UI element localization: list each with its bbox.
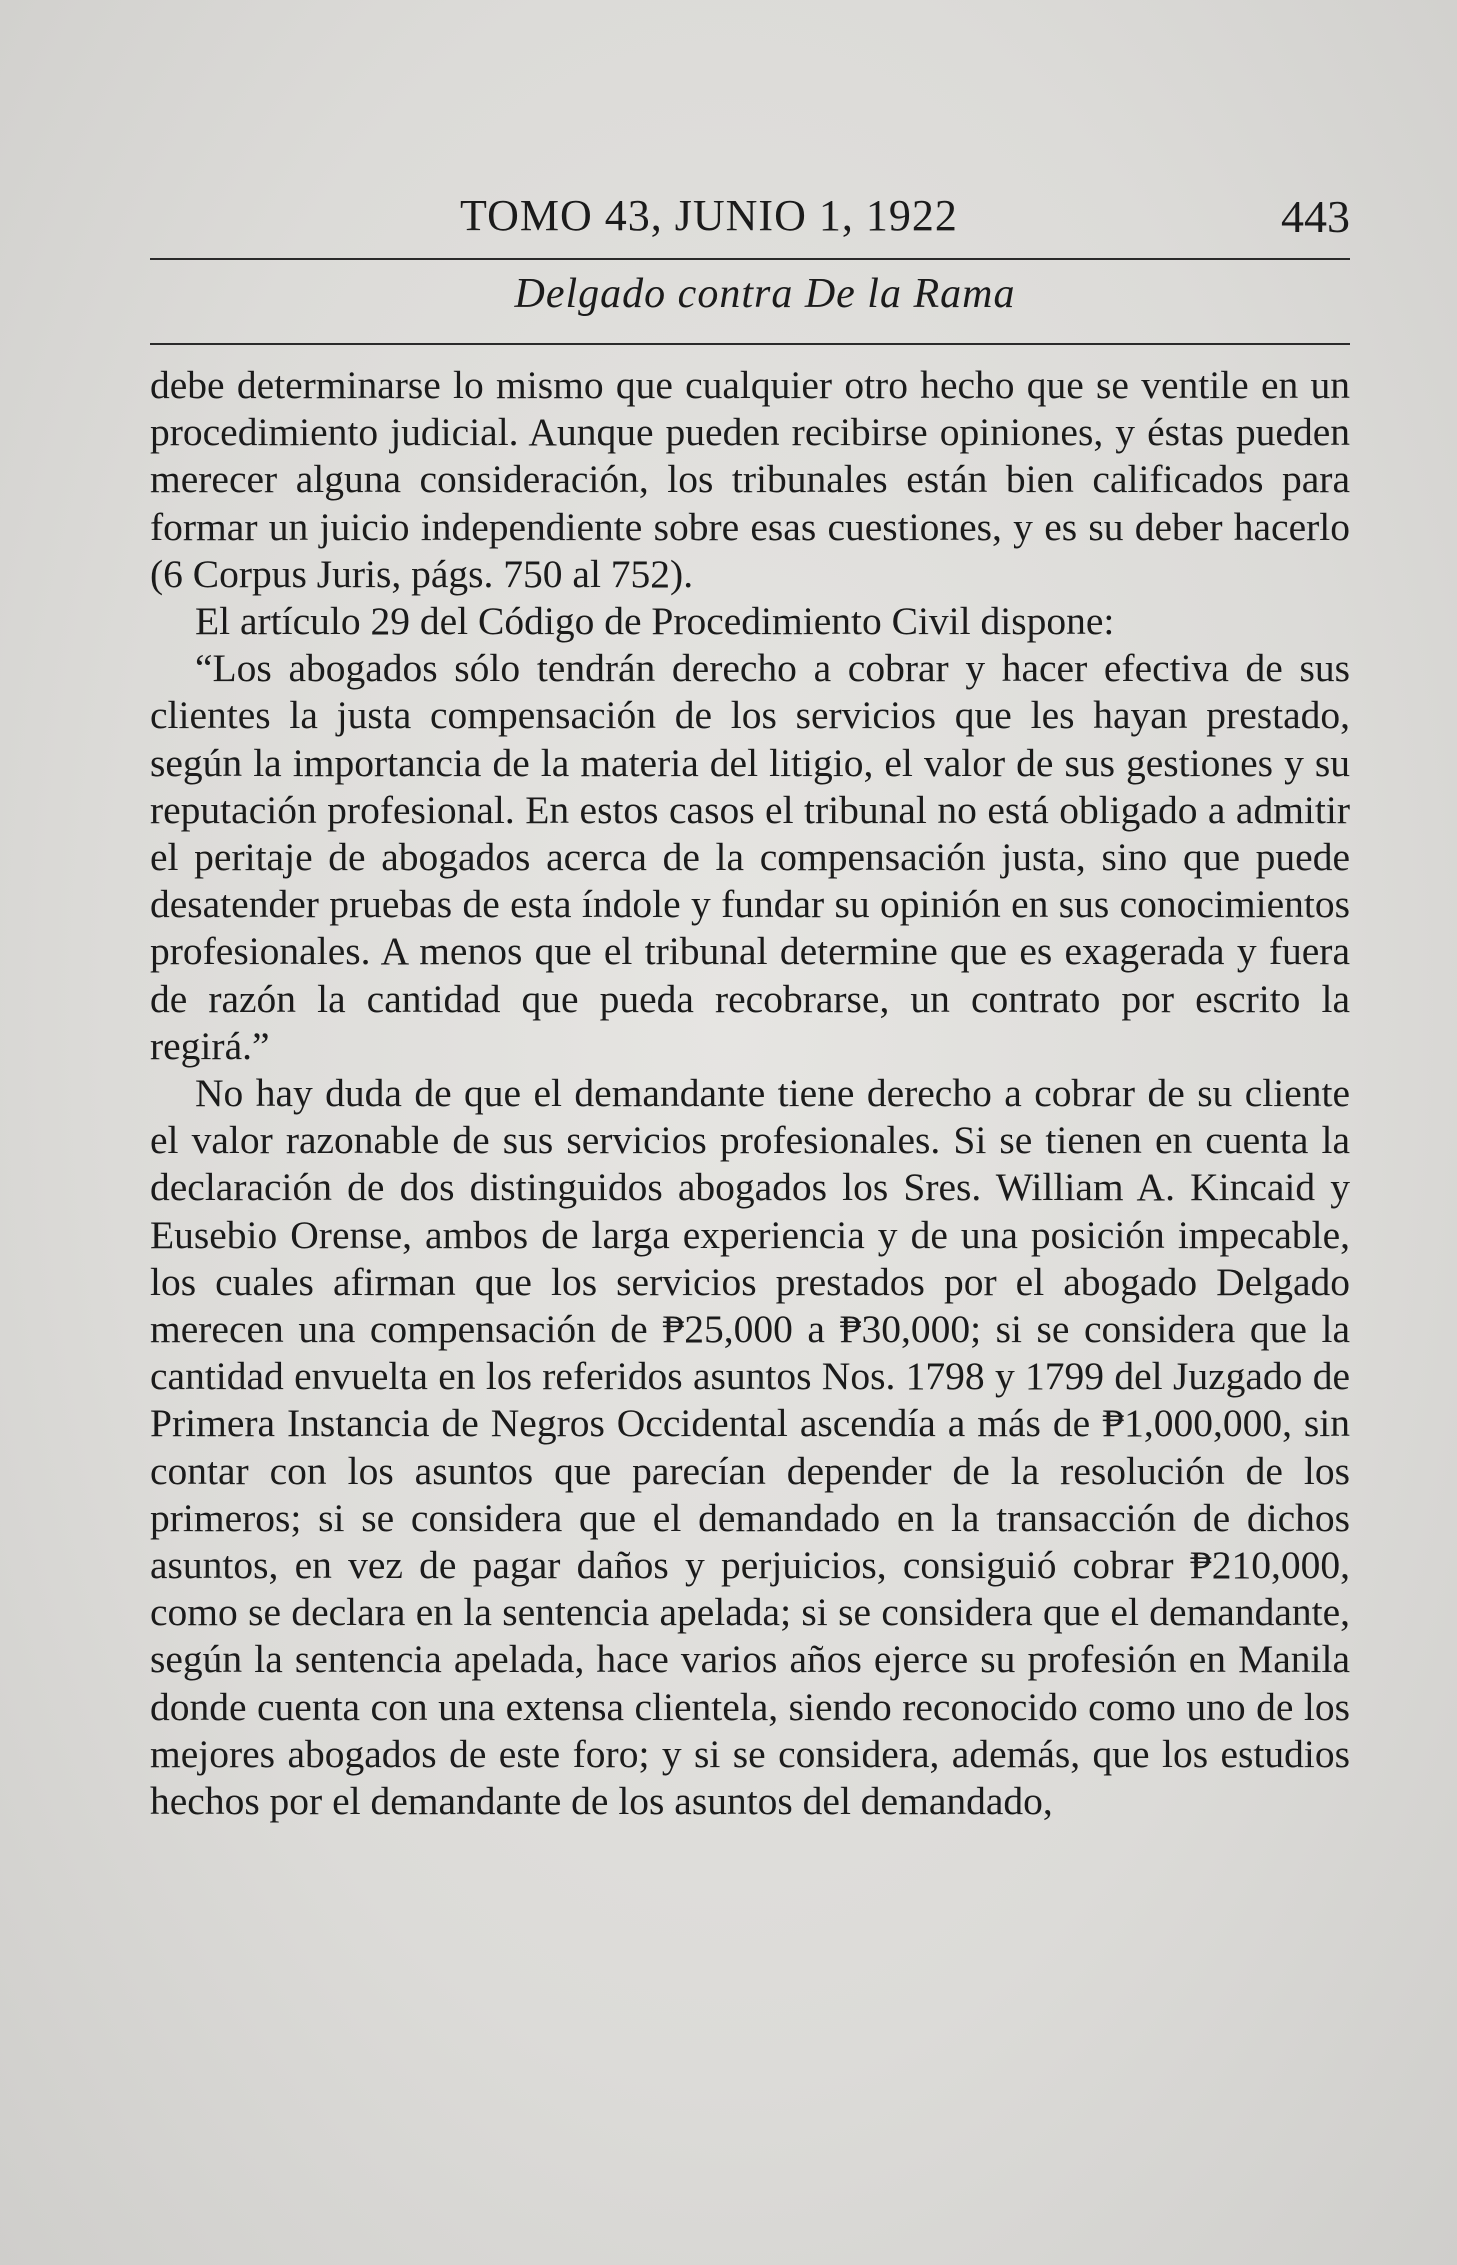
paragraph-4: No hay duda de que el demandante tiene derecho a cobrar de su cliente el valor razonable de sus servicios profesionales. Si se tienen en cuenta la declaración de dos distinguidos abogados los Sres. William A. Kincaid y Eusebio Orense, ambos de larga experiencia y de una posición impecable, los cuales afirman que los servicios prestados por el abogado Delgado merecen una compensación de ₱25,000 a ₱30,000; si se considera que la cantidad envuelta en los referidos asuntos Nos. 1798 y 1799 del Juzgado de Primera Instancia de Negros Occidental ascendía a más de ₱1,000,000, sin contar con los asuntos que parecían depender de la resolución de los primeros; si se considera que el demandado en la transacción de dichos asuntos, en vez de pagar daños y perjuicios, consiguió cobrar ₱210,000, como se declara en la sentencia apelada; si se considera que el demandante, según la sentencia apelada, hace varios años ejerce su profesión en Manila donde cuenta con una extensa clientela, siendo reconocido como uno de los mejores abogados de este foro; y si se considera, además, que los estudios hechos por el demandante de los asuntos del demandado,: [150, 1071, 1350, 1824]
page-number: 443: [1281, 191, 1350, 242]
body-text: [150, 362, 1350, 1825]
header-rule-bottom: [150, 343, 1350, 345]
paragraph-3-quote: “Los abogados sólo tendrán derecho a cobrar y hacer efectiva de sus clientes la justa compensación de los servicios que les hayan prestado, según la importancia de la materia del litigio, el valor de sus gestiones y su reputación profesional. En estos casos el tribunal no está obligado a admitir el peritaje de abogados acerca de la compensación justa, sino que puede desatender pruebas de esta índole y fundar su opinión en sus conocimientos profesionales. A menos que el tribunal determine que es exagerada y fuera de razón la cantidad que pueda recobrarse, un contrato por escrito la regirá.”: [150, 646, 1350, 1068]
page-header: [150, 190, 1350, 250]
header-rule-top: [150, 258, 1350, 260]
running-head: TOMO 43, JUNIO 1, 1922: [460, 191, 958, 240]
paragraph-1: debe determinarse lo mismo que cualquier otro hecho que se ventile en un procedimiento judicial. Aunque pueden recibirse opiniones, y éstas pueden merecer alguna consideración, los tribunales están bien calificados para formar un juicio independiente sobre esas cuestiones, y es su deber hacerlo (6 Corpus Juris, págs. 750 al 752).: [150, 363, 1350, 596]
paragraph-2: El artículo 29 del Código de Procedimiento Civil dispone:: [195, 599, 1115, 644]
case-title: Delgado contra De la Rama: [514, 271, 1016, 317]
